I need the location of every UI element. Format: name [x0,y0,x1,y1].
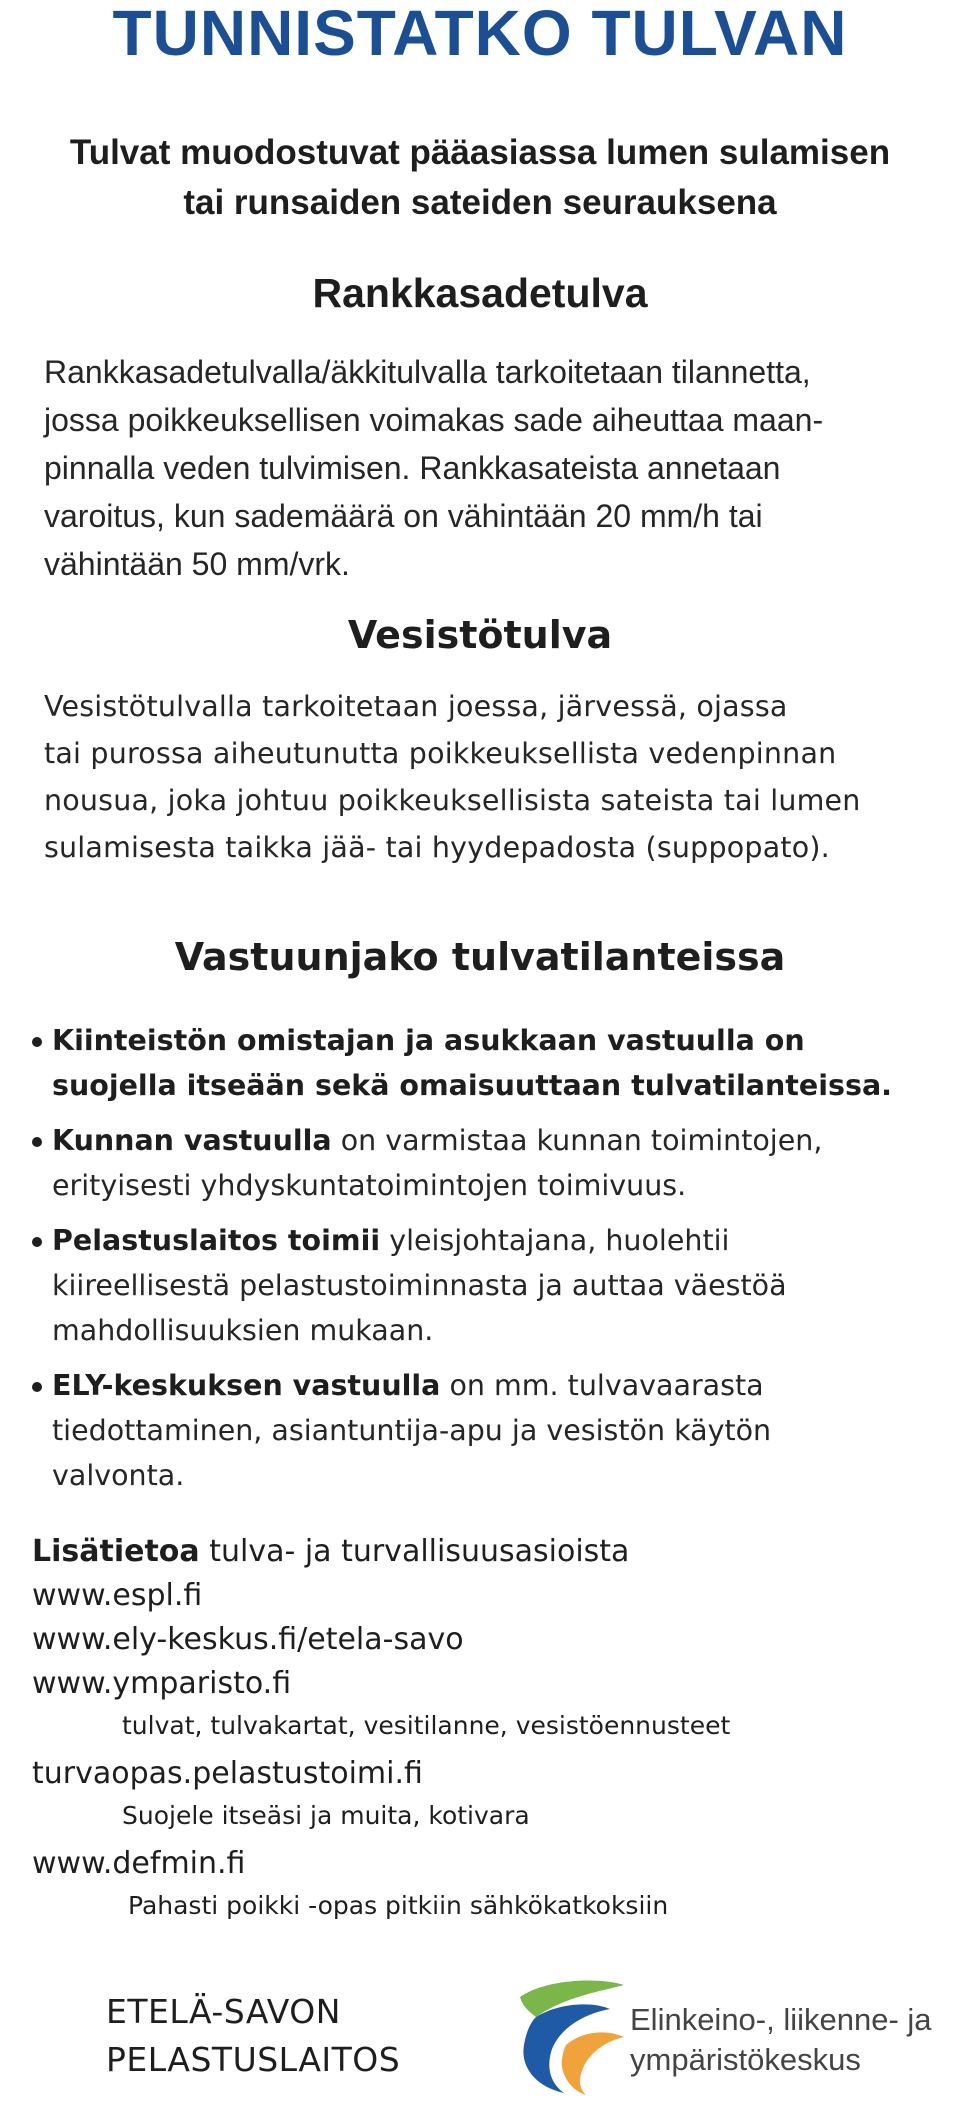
responsibility-list [30,1018,940,1508]
paragraph-line: tai purossa aiheutunutta poikkeuksellista vedenpinnan [44,737,837,770]
bullet-text: on varmistaa kunnan toimintojen, [331,1124,823,1157]
bullet-text: yleisjohtajana, huolehtii [380,1224,730,1257]
heading-vesistotulva: Vesistötulva [347,613,613,657]
paragraph-line: varoitus, kun sademäärä on vähintään 20 mm/h tai [44,498,763,534]
list-item [30,1363,940,1498]
link-espl[interactable]: www.espl.fi [32,1578,203,1613]
paragraph-line: jossa poikkeuksellisen voimakas sade aiheuttaa maan- [44,402,824,438]
list-item [30,1118,940,1208]
paragraph-line: pinnalla veden tulvimisen. Rankkasateista annetaan [44,450,781,486]
more-info-text: tulva- ja turvallisuusasioista [199,1534,630,1569]
link-note: tulvat, tulvakartat, vesitilanne, vesistöennusteet [122,1711,731,1740]
list-item [30,1218,940,1353]
paragraph-rankkasadetulva [44,348,924,588]
bullet-text: kiireellisestä pelastustoiminnasta ja auttaa väestöä [52,1269,787,1302]
bullet-text: tiedottaminen, asiantuntija-apu ja vesistön käytön [52,1414,772,1447]
heading-vastuunjako: Vastuunjako tulvatilanteissa [174,935,786,979]
more-info [32,1530,932,1932]
subtitle-line: Tulvat muodostuvat pääasiassa lumen sulamisen [69,133,891,172]
paragraph-line: nousua, joka johtuu poikkeuksellisista sateista tai lumen [44,784,861,817]
ely-line: ympäristökeskus [630,2042,861,2077]
bullet-text: valvonta. [52,1459,185,1492]
list-item [30,1018,940,1108]
paragraph-vesistotulva [44,683,924,871]
bullet-text: erityisesti yhdyskuntatoimintojen toimivuus. [52,1169,687,1202]
ely-line: Elinkeino-, liikenne- ja [630,2002,932,2037]
bullet-bold-text: Kiinteistön omistajan ja asukkaan vastuulla on [52,1024,805,1057]
subtitle-line: tai runsaiden sateiden seurauksena [183,183,777,222]
heading-rankkasadetulva: Rankkasadetulva [312,270,648,316]
paragraph-line: Rankkasadetulvalla/äkkitulvalla tarkoitetaan tilannetta, [44,354,811,390]
page-title: TUNNISTATKO TULVAN [112,0,848,69]
paragraph-line: sulamisesta taikka jää- tai hyydepadosta (suppopato). [44,831,830,864]
org-line: ETELÄ-SAVON [106,1992,341,2031]
bullet-text: mahdollisuuksien mukaan. [52,1314,434,1347]
link-note: Pahasti poikki -opas pitkiin sähkökatkoksiin [128,1891,669,1920]
bullet-bold-text: suojella itseään sekä omaisuuttaan tulvatilanteissa. [52,1069,893,1102]
paragraph-line: vähintään 50 mm/vrk. [44,546,350,582]
bullet-bold-text: Kunnan vastuulla [52,1124,332,1157]
link-ely-keskus[interactable]: www.ely-keskus.fi/etela-savo [32,1622,464,1657]
link-note: Suojele itseäsi ja muita, kotivara [122,1801,530,1830]
more-info-heading [32,1530,932,1574]
ely-logo-icon [506,1975,636,2095]
org-line: PELASTUSLAITOS [106,2040,401,2079]
bullet-text: on mm. tulvavaarasta [440,1369,764,1402]
link-ymparisto[interactable]: www.ymparisto.fi [32,1666,292,1701]
more-info-bold: Lisätietoa [32,1534,200,1569]
paragraph-line: Vesistötulvalla tarkoitetaan joessa, järvessä, ojassa [44,690,788,723]
link-defmin[interactable]: www.defmin.fi [32,1846,246,1881]
subtitle [0,128,960,228]
link-turvaopas[interactable]: turvaopas.pelastustoimi.fi [32,1756,423,1791]
bullet-bold-text: Pelastuslaitos toimii [52,1224,381,1257]
rescue-department-name [106,1988,400,2084]
ely-centre-name [630,2000,932,2080]
bullet-bold-text: ELY-keskuksen vastuulla [52,1369,441,1402]
logo-orange-swoosh [562,2032,624,2095]
